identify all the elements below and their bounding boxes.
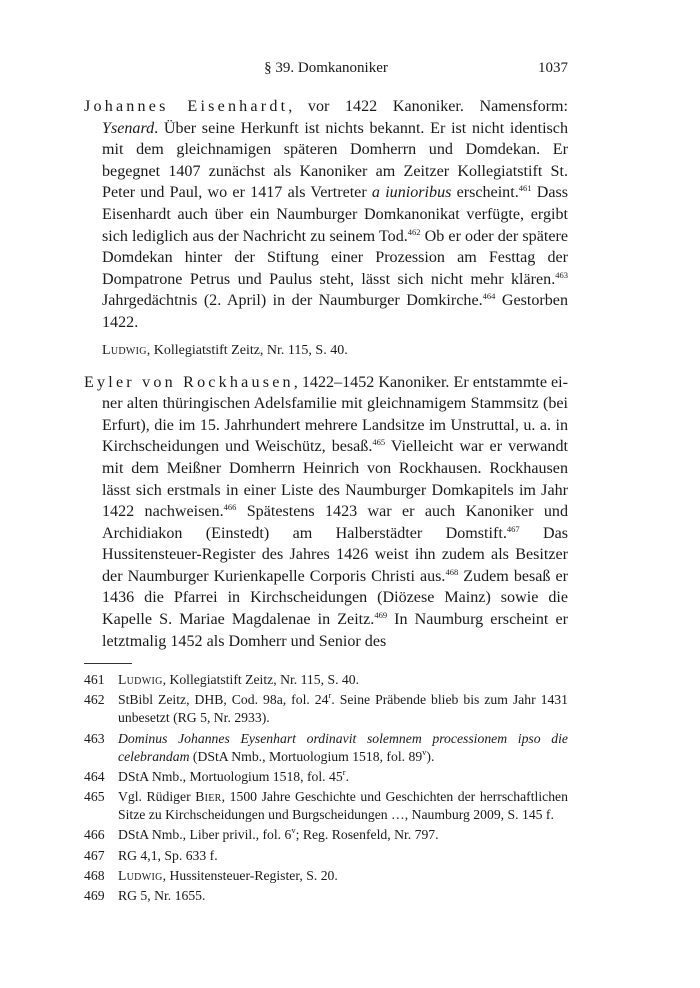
text-run: Gestorben 1422.	[102, 292, 568, 331]
footnote	[84, 847, 568, 865]
text-run: .	[345, 768, 349, 784]
footnote	[84, 768, 568, 786]
footnote-ref: 463	[555, 269, 568, 280]
text-run: Ob er oder der spätere Domdekan hinter der Stiftung einer Prozession am Festtag der Dompatrone Petrus und Paulus steht, lässt sich nicht mehr klären.	[102, 227, 568, 288]
footnote-ref: 465	[372, 437, 386, 448]
footnote-ref: 466	[223, 502, 237, 513]
italic-text: Dominus Johannes Eysenhart ordinavit solemnem processionem ipso die celebrandam	[118, 730, 568, 764]
section-title: § 39. Domkanoniker	[264, 60, 388, 76]
text-run: . Seine Präbende blieb bis zum Jahr 1431 unbesetzt (RG 5, Nr. 2933).	[118, 692, 568, 726]
footnote-ref: 464	[482, 291, 496, 302]
text-run: , 1500 Jahre Geschichte und Geschichten der herrschaftlichen Sitze zu Kirchscheidungen und Burgscheidungen …, Naumburg 2009, S. 145 f.	[118, 789, 568, 823]
text-run: DStA Nmb., Liber privil., fol. 6	[118, 827, 292, 843]
page-number: 1037	[538, 60, 568, 76]
text-run: Jahrgedächtnis (2. April) in der Naumburger Domkirche.	[102, 292, 483, 310]
footnote-separator	[84, 663, 132, 664]
text-run: Dass Eisenhardt auch über ein Naumburger Domkanonikat verfügte, ergibt sich lediglich aus der Nachricht zu seinem Tod.	[102, 184, 568, 245]
running-head	[84, 60, 568, 82]
footnote-ref: 462	[407, 226, 421, 237]
text-run: ).	[426, 748, 435, 764]
text-run: Vielleicht war er verwandt mit dem Meißner Domherrn Heinrich von Rockhausen. Rockhausen lässt sich erstmals in einer Liste des Naumburger Domkapitels im Jahr 1422 nachweisen.	[102, 438, 568, 521]
person-name: Eyler von Rockhausen	[84, 373, 294, 391]
footnote	[84, 730, 568, 766]
footnote-ref: v	[422, 746, 427, 757]
footnote-ref: 461	[518, 183, 532, 194]
footnote-ref: r	[328, 690, 332, 701]
footnote-ref: 469	[374, 610, 388, 621]
text-run: , 1422–1452 Kanoniker. Er entstammte einer alten thüringischen Adelsfamilie mit gleichnamigem Stammsitz (bei Erfurt), die im 15. Jahrhundert mehrere Landsitze im Unstruttal, u. a. in Kirchscheidungen und Weischütz, besaß.	[102, 373, 568, 456]
text-run: Das Hussitensteuer-Register des Jahres 1426 weist ihn zudem als Besitzer der Naumburger Kurienkapelle Corporis Christi aus.	[102, 524, 568, 585]
text-run: , Hussitensteuer-Register, S. 20.	[162, 868, 338, 884]
text-run: . Über seine Herkunft ist nichts bekannt. Er ist nicht identisch mit dem gleichnamigen späteren Domherrn und Domdekan. Er begegnet 1407 zunächst als Kanoniker am Zeitzer Kollegiatstift St. Peter und Paul, wo er 1417 als Vertreter	[102, 119, 568, 202]
author-name: Ludwig	[118, 868, 163, 884]
text-run: Vgl. Rüdiger	[118, 789, 196, 805]
text-run: Spätestens 1423 war er auch Kanoniker und Archidiakon (Einstedt) am Halberstädter Domstift.	[102, 503, 568, 542]
italic-text: a iunioribus	[371, 184, 452, 202]
footnote-number: 464	[84, 768, 105, 784]
text-run: RG 5, Nr. 1655.	[118, 888, 206, 904]
text-run: Zudem besaß er 1436 die Pfarrei in Kirchscheidungen (Diözese Mainz) sowie die Kapelle S. Mariae Magdalenae in Zeitz.	[102, 567, 568, 629]
footnote	[84, 867, 568, 885]
text-run: In Naumburg erscheint er letztmalig 1452 als Domherr und Senior des	[102, 611, 568, 650]
source-reference	[84, 342, 568, 360]
footnote-ref: v	[291, 825, 296, 836]
text-run: , Kollegiatstift Zeitz, Nr. 115, S. 40.	[162, 672, 360, 687]
author-name: Ludwig	[102, 342, 147, 358]
text-run: StBibl Zeitz, DHB, Cod. 98a, fol. 24	[118, 692, 329, 708]
footnote	[84, 887, 568, 905]
text-run: , Kollegiatstift Zeitz, Nr. 115, S. 40.	[146, 342, 348, 358]
footnote	[84, 691, 568, 727]
footnote	[84, 788, 568, 824]
footnote-number: 466	[84, 827, 105, 843]
footnotes	[84, 671, 568, 908]
author-name: Bier	[195, 789, 222, 805]
text-run: RG 4,1, Sp. 633 f.	[118, 847, 218, 863]
footnote-number: 469	[84, 888, 105, 904]
footnote-number: 468	[84, 868, 105, 884]
footnote	[84, 826, 568, 844]
footnote-ref: 467	[506, 523, 520, 534]
biography-entry	[84, 96, 568, 334]
main-text	[84, 96, 568, 652]
text-run: , vor 1422 Kanoniker. Namensform:	[288, 98, 569, 115]
footnote-number: 462	[84, 692, 105, 708]
footnote-number: 463	[84, 730, 105, 746]
text-run: (DStA Nmb., Mortuologium 1518, fol. 89	[189, 748, 423, 764]
text-run: ; Reg. Rosenfeld, Nr. 797.	[295, 827, 439, 843]
biography-entry	[84, 372, 568, 653]
footnote-ref: r	[342, 766, 346, 777]
author-name: Ludwig	[118, 672, 163, 687]
person-name: Johannes Eisenhardt	[84, 98, 289, 115]
footnote	[84, 671, 568, 689]
footnote-number: 467	[84, 847, 105, 863]
footnote-ref: 468	[445, 566, 459, 577]
footnote-number: 465	[84, 789, 105, 805]
italic-text: Ysenard	[102, 119, 155, 137]
text-run: erscheint.	[451, 184, 519, 202]
footnote-number: 461	[84, 672, 105, 687]
text-run: DStA Nmb., Mortuologium 1518, fol. 45	[118, 768, 343, 784]
